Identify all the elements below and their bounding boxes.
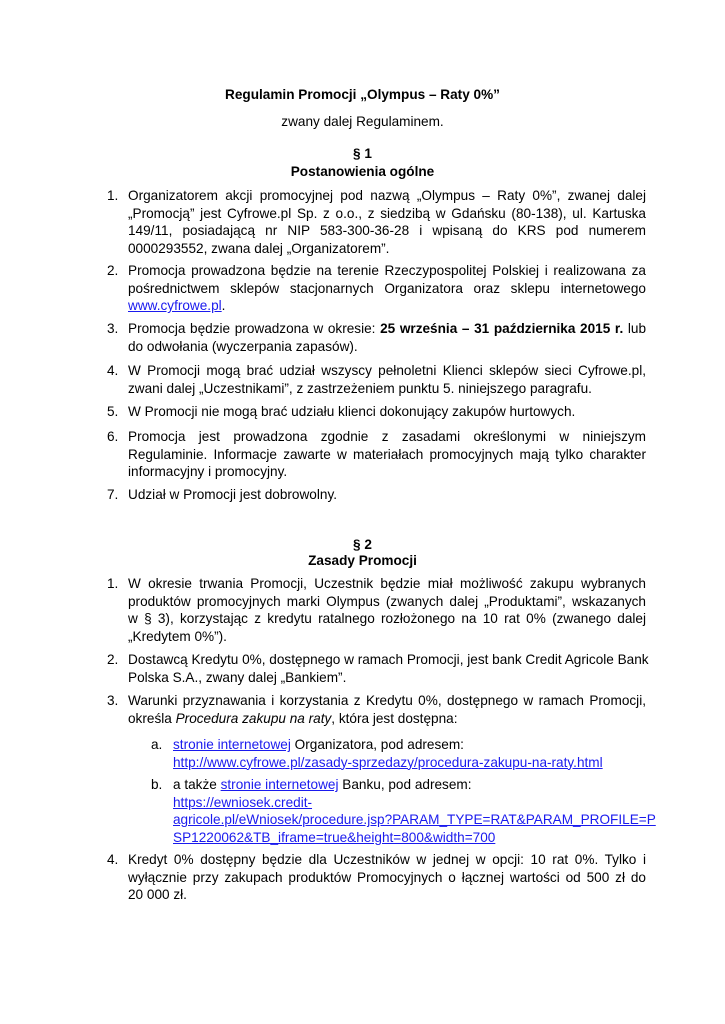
organizer-procedure-url[interactable]: http://www.cyfrowe.pl/zasady-sprzedazy/procedura-zakupu-na-raty.html (173, 754, 603, 770)
item-line: produktów promocyjnych marki Olympus (zwanych dalej „Produktami”, wskazanych (128, 593, 646, 609)
bank-procedure-url[interactable]: SP1220062&TB_iframe=true&height=800&width=700 (173, 829, 496, 845)
bank-procedure-url[interactable]: agricole.pl/eWniosek/procedure.jsp?PARAM_TYPE=RAT&PARAM_PROFILE=P (173, 812, 656, 827)
item-number: 4. (107, 363, 119, 378)
item-number: 1. (107, 576, 119, 591)
procedure-name: Procedura zakupu na raty (175, 710, 332, 726)
sub-item-letter: b. (151, 777, 163, 792)
bank-website-link[interactable]: stronie internetowej (220, 777, 339, 792)
section-2-heading: Zasady Promocji (308, 553, 417, 568)
link-tail: . (221, 298, 226, 313)
item-line: Dostawcą Kredytu 0%, dostępnego w ramach Promocji, jest bank Credit Agricole Bank (128, 652, 649, 667)
item-line: w § 3), korzystając z kredytu ratalnego rozłożonego na 10 rat 0% (zwanego dalej (128, 611, 646, 626)
item-line: 20 000 zł. (128, 887, 187, 902)
item-line: pośrednictwem sklepów stacjonarnych Organizatora oraz sklepu internetowego (128, 280, 646, 296)
item-line: Polska S.A., zwany dalej „Bankiem”. (128, 669, 347, 685)
organizer-website-link[interactable]: stronie internetowej (173, 737, 291, 752)
item-line: Kredyt 0% dostępny będzie dla Uczestników w jednej w opcji: 10 rat 0%. Tylko i (128, 852, 646, 867)
document-title: Regulamin Promocji „Olympus – Raty 0%” (225, 87, 500, 102)
item-number: 4. (107, 852, 119, 867)
item-number: 3. (107, 321, 119, 336)
item-line: Udział w Promocji jest dobrowolny. (128, 487, 338, 502)
item-line: Regulaminie. Informacje zawarte w materiałach promocyjnych mają tylko charakter (128, 446, 646, 462)
item-text: lub (623, 321, 647, 336)
item-line: „Kredytem 0%”). (128, 628, 227, 644)
item-number: 5. (107, 404, 119, 419)
item-line: 0000293552, zwana dalej „Organizatorem”. (128, 240, 390, 256)
item-number: 2. (107, 263, 119, 278)
item-text: , która jest dostępna: (331, 710, 458, 726)
cyfrowe-link[interactable]: www.cyfrowe.pl (128, 298, 222, 313)
item-line: W okresie trwania Promocji, Uczestnik będzie miał możliwość zakupu wybranych (128, 576, 646, 591)
document-subtitle: zwany dalej Regulaminem. (281, 114, 444, 129)
item-line: Organizatorem akcji promocyjnej pod nazwą „Olympus – Raty 0%”, zwanej dalej (128, 188, 646, 203)
sub-item-text: Banku, pod adresem: (338, 777, 472, 792)
item-line: 149/11, posiadającą nr NIP 583-300-36-28 i wpisaną do KRS pod numerem (128, 223, 646, 238)
item-line: do odwołania (wyczerpania zapasów). (128, 338, 358, 354)
bank-procedure-url[interactable]: https://ewniosek.credit- (173, 794, 313, 810)
item-number: 2. (107, 652, 119, 667)
item-line: „Promocją” jest Cyfrowe.pl Sp. z o.o., z siedzibą w Gdańsku (80-138), ul. Kartuska (128, 205, 646, 221)
section-1-sign: § 1 (353, 146, 372, 161)
item-number: 3. (107, 693, 119, 708)
item-text: określa (128, 710, 176, 726)
section-1-heading: Postanowienia ogólne (290, 164, 435, 179)
item-line: informacyjny i promocyjny. (128, 464, 288, 479)
item-text: Promocja będzie prowadzona w okresie: (128, 321, 381, 336)
item-line: zwani dalej „Uczestnikami”, z zastrzeżeniem punktu 5. niniejszego paragrafu. (128, 380, 592, 396)
item-number: 7. (107, 487, 119, 502)
sub-item-letter: a. (151, 737, 163, 752)
promo-dates: 25 września – 31 października 2015 r. (380, 321, 624, 336)
item-line: W Promocji nie mogą brać udziału klienci dokonujący zakupów hurtowych. (128, 404, 576, 419)
sub-item-text: a także (173, 777, 221, 792)
item-number: 1. (107, 188, 119, 203)
sub-item-text: Organizatora, pod adresem: (290, 737, 464, 752)
section-2-sign: § 2 (353, 537, 372, 552)
item-line: W Promocji mogą brać udział wszyscy pełnoletni Klienci sklepów sieci Cyfrowe.pl, (128, 363, 646, 378)
item-line: Promocja jest prowadzona zgodnie z zasadami określonymi w niniejszym (128, 429, 646, 444)
item-line: Warunki przyznawania i korzystania z Kredytu 0%, dostępnego w ramach Promocji, (128, 693, 646, 708)
item-line: Promocja prowadzona będzie na terenie Rzeczypospolitej Polskiej i realizowana za (128, 263, 646, 278)
item-line: wyłącznie przy zakupach produktów Promocyjnych o łącznej wartości od 500 zł do (128, 869, 646, 885)
item-number: 6. (107, 429, 119, 444)
